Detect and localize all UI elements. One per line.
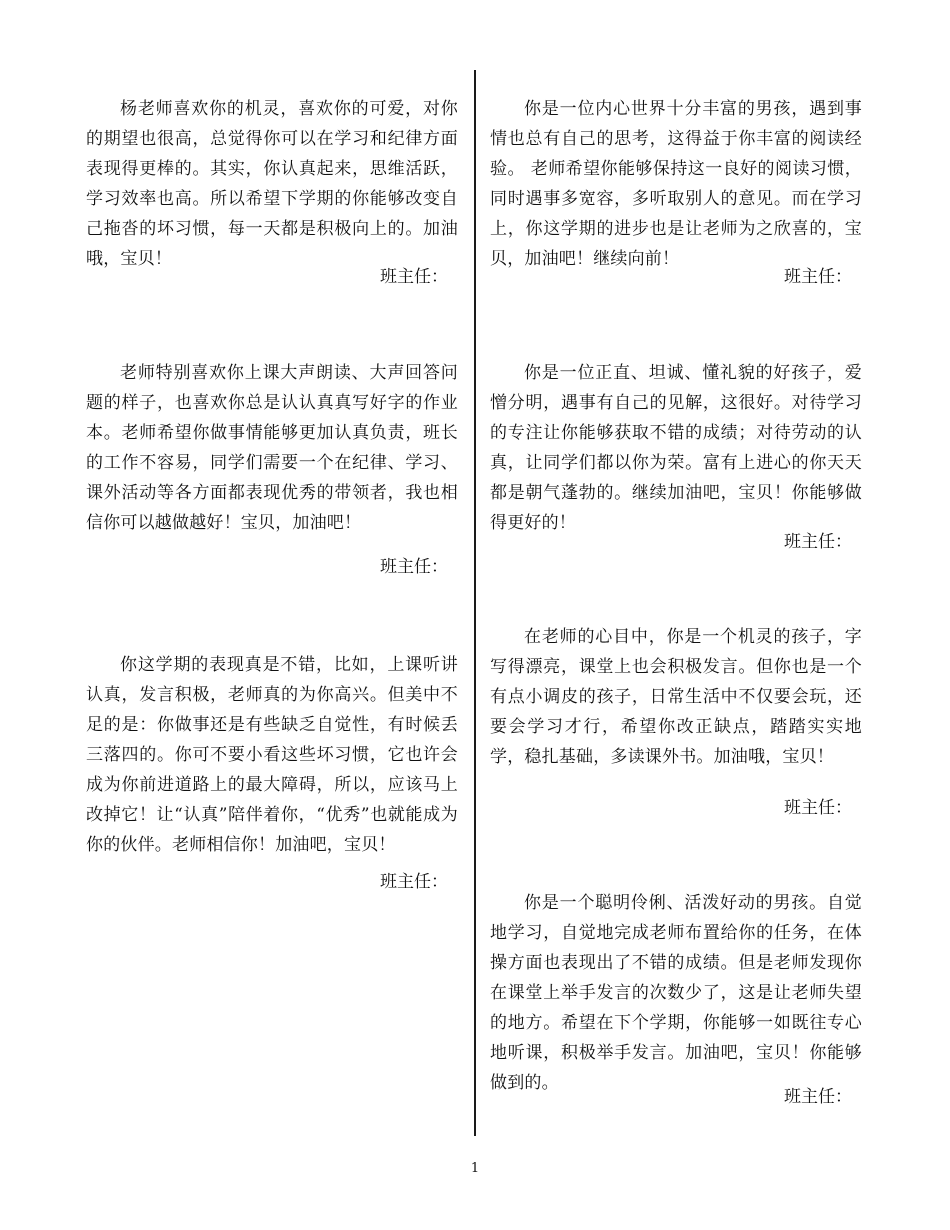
column-divider bbox=[474, 70, 476, 1136]
teacher-signature-label: 班主任： bbox=[380, 872, 448, 892]
comment-text: 老师特别喜欢你上课大声朗读、大声回答问题的样子，也喜欢你总是认认真真写好字的作业本。老师希望你做事情能够更加认真负责，班长的工作不容易，同学们需要一个在纪律、学习、课外活动等各方面都表现优秀的带领者，我也相信你可以越做越好！宝贝，加油吧！ bbox=[86, 363, 458, 533]
left-column bbox=[86, 0, 458, 1150]
teacher-signature-label: 班主任： bbox=[784, 267, 852, 287]
comment-text: 你这学期的表现真是不错，比如，上课听讲认真，发言积极，老师真的为你高兴。但美中不足的是：你做事还是有些缺乏自觉性，有时候丢三落四的。你可不要小看这些坏习惯，它也许会成为你前进道路上的最大障碍，所以，应该马上改掉它！让“认真”陪伴着你，“优秀”也就能成为你的伙伴。老师相信你！加油吧，宝贝！ bbox=[86, 655, 458, 855]
comment-block bbox=[86, 650, 458, 860]
comment-block bbox=[490, 94, 862, 274]
teacher-signature-label: 班主任： bbox=[380, 557, 448, 577]
teacher-signature-label: 班主任： bbox=[784, 532, 852, 552]
comment-block bbox=[490, 888, 862, 1098]
comment-text: 你是一位内心世界十分丰富的男孩，遇到事情也总有自己的思考，这得益于你丰富的阅读经验。 老师希望你能够保持这一良好的阅读习惯，同时遇事多宽容，多听取别人的意见。而在学习上，你这学期的进步也是让老师为之欣喜的，宝贝，加油吧！继续向前！ bbox=[490, 99, 862, 269]
teacher-signature-label: 班主任： bbox=[784, 798, 852, 818]
comment-text: 在老师的心目中，你是一个机灵的孩子，字写得漂亮，课堂上也会积极发言。但你也是一个有点小调皮的孩子，日常生活中不仅要会玩，还要会学习才行，希望你改正缺点，踏踏实实地学，稳扎基础，多读课外书。加油哦，宝贝！ bbox=[490, 627, 862, 767]
comment-block bbox=[86, 94, 458, 274]
comment-block bbox=[490, 622, 862, 772]
comment-block bbox=[86, 358, 458, 538]
teacher-signature-label: 班主任： bbox=[784, 1087, 852, 1107]
page-number: 1 bbox=[470, 1161, 480, 1176]
teacher-signature-label: 班主任： bbox=[380, 267, 448, 287]
right-column bbox=[490, 0, 862, 1150]
comment-text: 杨老师喜欢你的机灵，喜欢你的可爱，对你的期望也很高，总觉得你可以在学习和纪律方面表现得更棒的。其实，你认真起来，思维活跃，学习效率也高。所以希望下学期的你能够改变自己拖沓的坏习惯，每一天都是积极向上的。加油哦，宝贝！ bbox=[86, 99, 458, 269]
comment-text: 你是一位正直、坦诚、懂礼貌的好孩子，爱憎分明，遇事有自己的见解，这很好。对待学习的专注让你能够获取不错的成绩；对待劳动的认真，让同学们都以你为荣。富有上进心的你天天都是朝气蓬勃的。继续加油吧，宝贝！你能够做得更好的！ bbox=[490, 363, 862, 533]
comment-text: 你是一个聪明伶俐、活泼好动的男孩。自觉地学习，自觉地完成老师布置给你的任务，在体操方面也表现出了不错的成绩。但是老师发现你在课堂上举手发言的次数少了，这是让老师失望的地方。希望在下个学期，你能够一如既往专心地听课，积极举手发言。加油吧，宝贝！你能够做到的。 bbox=[490, 893, 862, 1093]
comment-block bbox=[490, 358, 862, 538]
